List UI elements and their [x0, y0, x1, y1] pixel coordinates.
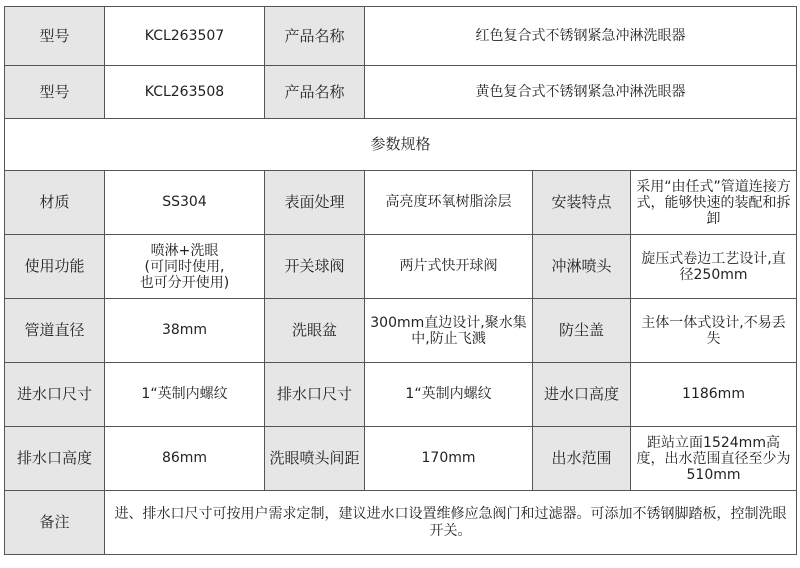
product-name-value: 红色复合式不锈钢紧急冲淋洗眼器 [365, 7, 797, 66]
table-row [5, 299, 797, 363]
surface-treatment-label: 表面处理 [265, 171, 365, 235]
material-label: 材质 [5, 171, 105, 235]
function-line: (可同时使用, [144, 258, 225, 275]
pipe-diameter-label: 管道直径 [5, 299, 105, 363]
drain-size-label: 排水口尺寸 [265, 363, 365, 427]
inlet-height-value: 1186mm [631, 363, 797, 427]
shower-head-value: 旋压式卷边工艺设计,直径250mm [631, 235, 797, 299]
water-range-value: 距站立面1524mm高度，出水范围直径至少为510mm [631, 427, 797, 491]
spec-table [4, 6, 797, 555]
model-value: KCL263507 [105, 7, 265, 66]
table-row [5, 235, 797, 299]
table-row [5, 363, 797, 427]
function-value [105, 235, 265, 299]
function-label: 使用功能 [5, 235, 105, 299]
remarks-value: 进、排水口尺寸可按用户需求定制，建议进水口设置维修应急阀门和过滤器。可添加不锈钢脚踏板，控制洗眼开关。 [105, 491, 797, 555]
water-range-label: 出水范围 [533, 427, 631, 491]
function-line: 喷淋+洗眼 [150, 242, 219, 259]
eyewash-bowl-value: 300mm直边设计,聚水集中,防止飞溅 [365, 299, 533, 363]
table-row [5, 7, 797, 66]
pipe-diameter-value: 38mm [105, 299, 265, 363]
table-row [5, 66, 797, 119]
inlet-size-value: 1“英制内螺纹 [105, 363, 265, 427]
spec-table-container [4, 6, 797, 555]
product-name-label: 产品名称 [265, 7, 365, 66]
nozzle-spacing-label: 洗眼喷头间距 [265, 427, 365, 491]
inlet-size-label: 进水口尺寸 [5, 363, 105, 427]
table-row [5, 171, 797, 235]
installation-value: 采用“由任式”管道连接方式，能够快速的装配和拆卸 [631, 171, 797, 235]
eyewash-bowl-label: 洗眼盆 [265, 299, 365, 363]
table-row [5, 119, 797, 171]
spec-section-title: 参数规格 [5, 119, 797, 171]
table-row [5, 427, 797, 491]
nozzle-spacing-value: 170mm [365, 427, 533, 491]
installation-label: 安装特点 [533, 171, 631, 235]
product-name-label: 产品名称 [265, 66, 365, 119]
inlet-height-label: 进水口高度 [533, 363, 631, 427]
surface-treatment-value: 高亮度环氧树脂涂层 [365, 171, 533, 235]
drain-height-label: 排水口高度 [5, 427, 105, 491]
model-value: KCL263508 [105, 66, 265, 119]
function-line: 也可分开使用) [139, 274, 230, 291]
material-value: SS304 [105, 171, 265, 235]
ball-valve-value: 两片式快开球阀 [365, 235, 533, 299]
ball-valve-label: 开关球阀 [265, 235, 365, 299]
drain-height-value: 86mm [105, 427, 265, 491]
drain-size-value: 1“英制内螺纹 [365, 363, 533, 427]
model-label: 型号 [5, 7, 105, 66]
model-label: 型号 [5, 66, 105, 119]
dust-cover-value: 主体一体式设计,不易丢失 [631, 299, 797, 363]
table-row [5, 491, 797, 555]
dust-cover-label: 防尘盖 [533, 299, 631, 363]
remarks-label: 备注 [5, 491, 105, 555]
product-name-value: 黄色复合式不锈钢紧急冲淋洗眼器 [365, 66, 797, 119]
shower-head-label: 冲淋喷头 [533, 235, 631, 299]
